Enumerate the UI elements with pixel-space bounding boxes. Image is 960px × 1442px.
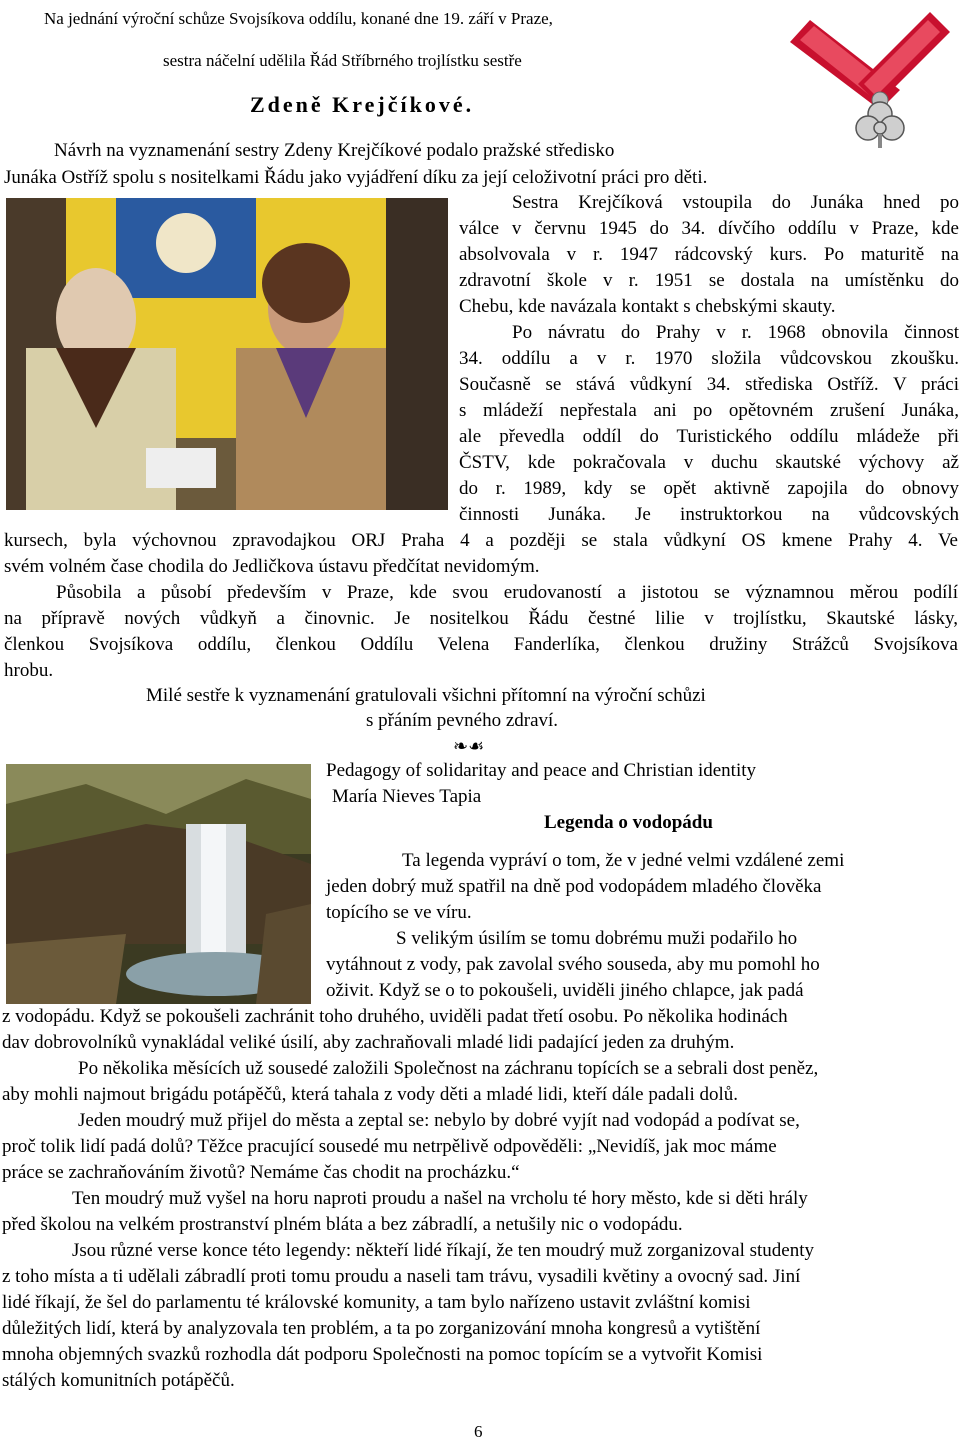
article2-line: jeden dobrý muž spatřil na dně pod vodopádem mladého člověka [326,876,822,897]
article2-author: María Nieves Tapia [332,786,482,807]
article1-line: ale převedla oddíl do Turistického oddílu mládeže při [459,426,959,447]
article2-line: před školou na velkém prostranství plném bláta a bez zábradlí, a netušily nic o vodopádu. [2,1214,683,1235]
article1-line: kursech, byla výchovnou zpravodajkou ORJ Praha 4 a později se stala vůdkyní OS kmene Prahy 4. Ve [4,530,958,551]
congrats-line-1: Milé sestře k vyznamenání gratulovali všichni přítomní na výroční schůzi [146,685,706,706]
article2-right-column [326,848,916,1004]
article2-line: práce se zachraňováním životů? Nemáme čas chodit na procházku.“ [2,1162,520,1183]
article2-line: oživit. Když se o to pokoušeli, uviděli jiného chlapce, jak padá [326,980,804,1001]
article2-line: stálých komunitních potápěčů. [2,1370,235,1391]
article2-source-title: Pedagogy of solidaritay and peace and Christian identity [326,760,757,781]
article2-full-width [2,1004,952,1394]
article2-line: důležitých lidí, která by analyzovala ten problém, a ta po zorganizování mnoha kongresů a vytištění [2,1318,761,1339]
article2-line: aby mohli najmout brigádu potápěčů, která tahala z vody děti a mladé lidi, kteří dále padali dolů. [2,1084,739,1105]
photo-waterfall [6,764,311,1004]
article2-line: vytáhnout z vody, pak zavolal svého souseda, aby mu pomohl ho [326,954,820,975]
article1-line: s mládeží nepřestala ani po opětovném zrušení Junáka, [459,400,959,421]
photo-award-ceremony [6,198,448,510]
header-line-1: Na jednání výroční schůze Svojsíkova oddílu, konané dne 19. září v Praze, [44,9,553,28]
article1-line: činnosti Junáka. Je instruktorkou na vůdcovských [459,504,959,525]
article1-right-column [459,190,959,528]
article2-line: Jeden moudrý muž přijel do města a zeptal se: nebylo by dobré vyjít nad vodopád a podívat se, [78,1110,800,1131]
article1-line: absolvovala v r. 1947 rádcovský kurs. Po maturitě na [459,244,959,265]
page-number: 6 [474,1422,483,1441]
article2-line: proč tolik lidí padá dolů? Těžce pracující sousedé mu netrpělivě odpověděli: „Nevidíš, jak moc máme [2,1136,777,1157]
article1-line: Po návratu do Prahy v r. 1968 obnovila činnost [512,322,959,343]
article1-line: členkou Svojsíkova oddílu, členkou Oddílu Velena Fanderlíka, členkou družiny Strážců Svojsíkova [4,634,958,655]
ornament-divider: ❧☙ [453,736,485,756]
article1-line: na přípravě nových vůdkyň a činovnic. Je nositelkou Řádu čestné lilie v trojlístku, Skautské lásky, [4,608,958,629]
awardee-name: Zdeně Krejčíkové. [250,92,475,117]
congrats-line-2: s přáním pevného zdraví. [366,710,559,731]
article2-line: z toho místa a ti udělali zábradlí proti tomu proudu a naseli tam trávu, vysadili květiny a ovocný sad. Jiní [2,1266,801,1287]
article2-line: mnoha objemných svazků rozhodla dát podporu Společnosti na pomoc topícím se a vytvořit Komisi [2,1344,763,1365]
article2-title: Legenda o vodopádu [544,812,713,833]
article2-line: Po několika měsících už sousedé založili Společnost na záchranu topících se a sebrali dost peněz, [78,1058,819,1079]
header-line-3: Návrh na vyznamenání sestry Zdeny Krejčíkové podalo pražské středisko [54,140,615,161]
article2-line: z vodopádu. Když se pokoušeli zachránit toho druhého, uviděli padat třetí osobu. Po několika hodinách [2,1006,788,1027]
article2-line: dav dobrovolníků vynakládal veliké úsilí, aby zachraňovali mladé lidi padající jeden za druhým. [2,1032,735,1053]
article1-full-width [4,528,958,684]
article2-line: Jsou různé verse konce této legendy: někteří lidé říkají, že ten moudrý muž zorganizoval studenty [72,1240,814,1261]
article1-line: 34. oddílu a v r. 1970 složila vůdcovskou zkoušku. [459,348,959,369]
article1-line: Sestra Krejčíková vstoupila do Junáka hned po [512,192,959,213]
article1-line: zdravotní škole v r. 1951 se dostala na umístěnku do [459,270,959,291]
article1-line: Chebu, kde navázala kontakt s chebskými skauty. [459,296,836,317]
article1-line: Působila a působí především v Praze, kde svou erudovaností a jistotou se významnou měrou podílí [56,582,958,603]
medal-ribbon-image [780,2,960,150]
article2-line: S velikým úsilím se tomu dobrému muži podařilo ho [396,928,798,949]
article1-line: do r. 1989, kdy se opět aktivně zapojila do obnovy [459,478,959,499]
article2-line: lidé říkají, že šel do parlamentu té královské komunity, a tam bylo nařízeno ustavit zvláštní komisi [2,1292,751,1313]
header-line-4: Junáka Ostříž spolu s nositelkami Řádu jako vyjádření díku za její celoživotní práci pro děti. [4,167,708,188]
article1-line: válce v červnu 1945 do 34. dívčího oddílu v Praze, kde [459,218,959,239]
article2-line: topícího se ve víru. [326,902,472,923]
article1-line: Současně se stává vůdkyní 34. střediska Ostříž. V práci [459,374,959,395]
article2-line: Ten moudrý muž vyšel na horu naproti proudu a našel na vrcholu té hory město, kde si děti hrály [72,1188,808,1209]
header-line-2: sestra náčelní udělila Řád Stříbrného trojlístku sestře [163,51,522,70]
article2-line: Ta legenda vypráví o tom, že v jedné velmi vzdálené zemi [402,850,845,871]
article1-line: hrobu. [4,660,54,681]
article1-line: ČSTV, kde pokračovala v duchu skautské výchovy až [459,452,959,473]
article1-line: svém volném čase chodila do Jedličkova ústavu předčítat nevidomým. [4,556,540,577]
